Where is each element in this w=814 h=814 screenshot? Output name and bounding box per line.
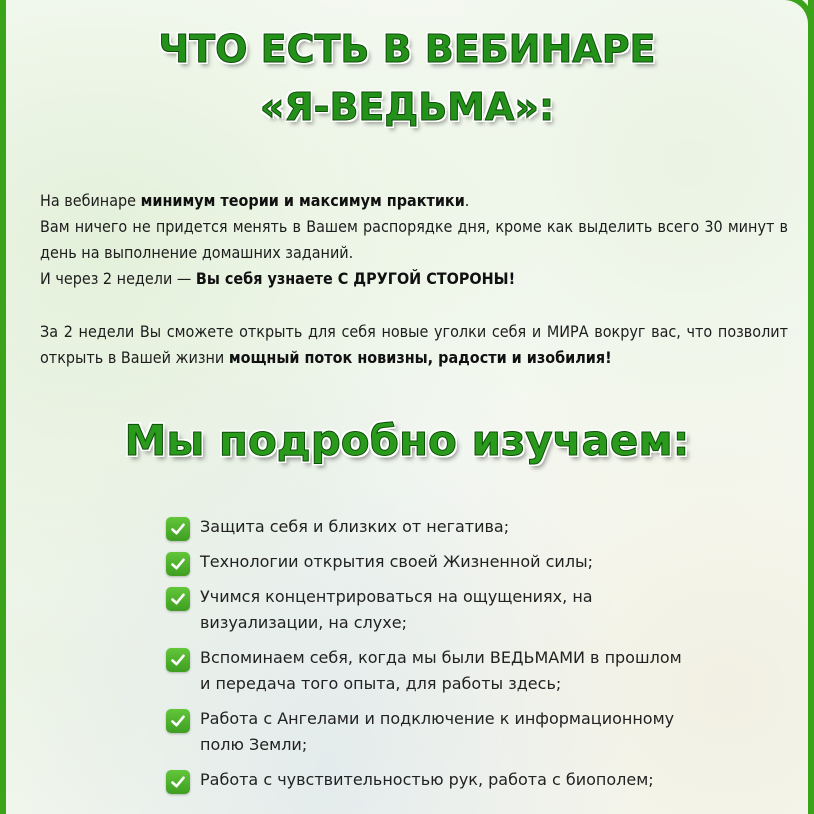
section-title: Мы подробно изучаем: [124,416,690,465]
checklist-item-label: Работа с Ангелами и подключение к информационному полю Земли; [200,709,675,754]
intro-highlight: Вы себя узнаете С ДРУГОЙ СТОРОНЫ! [195,269,516,288]
checklist-item-label: Учимся концентрироваться на ощущениях, на визуализации, на слухе; [200,587,593,632]
checklist-item [166,767,686,793]
check-icon [166,709,190,733]
intro-text-part: На вебинаре [40,191,141,210]
intro-text [40,188,788,292]
intro-line-3 [40,266,788,292]
checklist [166,514,686,802]
intro-line-2: Вам ничего не придется менять в Вашем распорядке дня, кроме как выделить всего 30 минут в день на выполнение домашних заданий. [40,217,788,262]
page-title-line-2: «Я-ВЕДЬМА»: [259,85,555,129]
intro-text-2 [40,319,788,371]
intro-text-part: . [464,191,470,210]
intro-highlight: мощный поток новизны, радости и изобилия! [228,348,612,367]
check-icon [166,517,190,541]
checklist-item [166,514,686,540]
intro-highlight: минимум теории и максимум практики [140,191,465,210]
checklist-item-label: Технологии открытия своей Жизненной силы; [200,552,594,571]
check-icon [166,648,190,672]
intro-text-part: За 2 недели Вы сможете открыть для себя новые уголки себя и МИРА вокруг вас, что позволит открыть в Вашей жизни [40,322,788,367]
checklist-item-label: Вспоминаем себя, когда мы были ВЕДЬМАМИ в прошлом и передача того опыта, для работы здесь; [200,648,682,693]
intro-text-part: И через 2 недели — [40,269,196,288]
checklist-item-label: Защита себя и близких от негатива; [200,517,510,536]
page-title-line-1: ЧТО ЕСТЬ В ВЕБИНАРЕ [158,27,656,71]
check-icon [166,587,190,611]
checklist-item-label: Работа с чувствительностью рук, работа с биополем; [200,770,654,789]
checklist-item [166,549,686,575]
intro-line-1 [40,188,788,214]
check-icon [166,552,190,576]
check-icon [166,770,190,794]
checklist-item [166,645,686,697]
checklist-item [166,706,686,758]
checklist-item [166,584,686,636]
